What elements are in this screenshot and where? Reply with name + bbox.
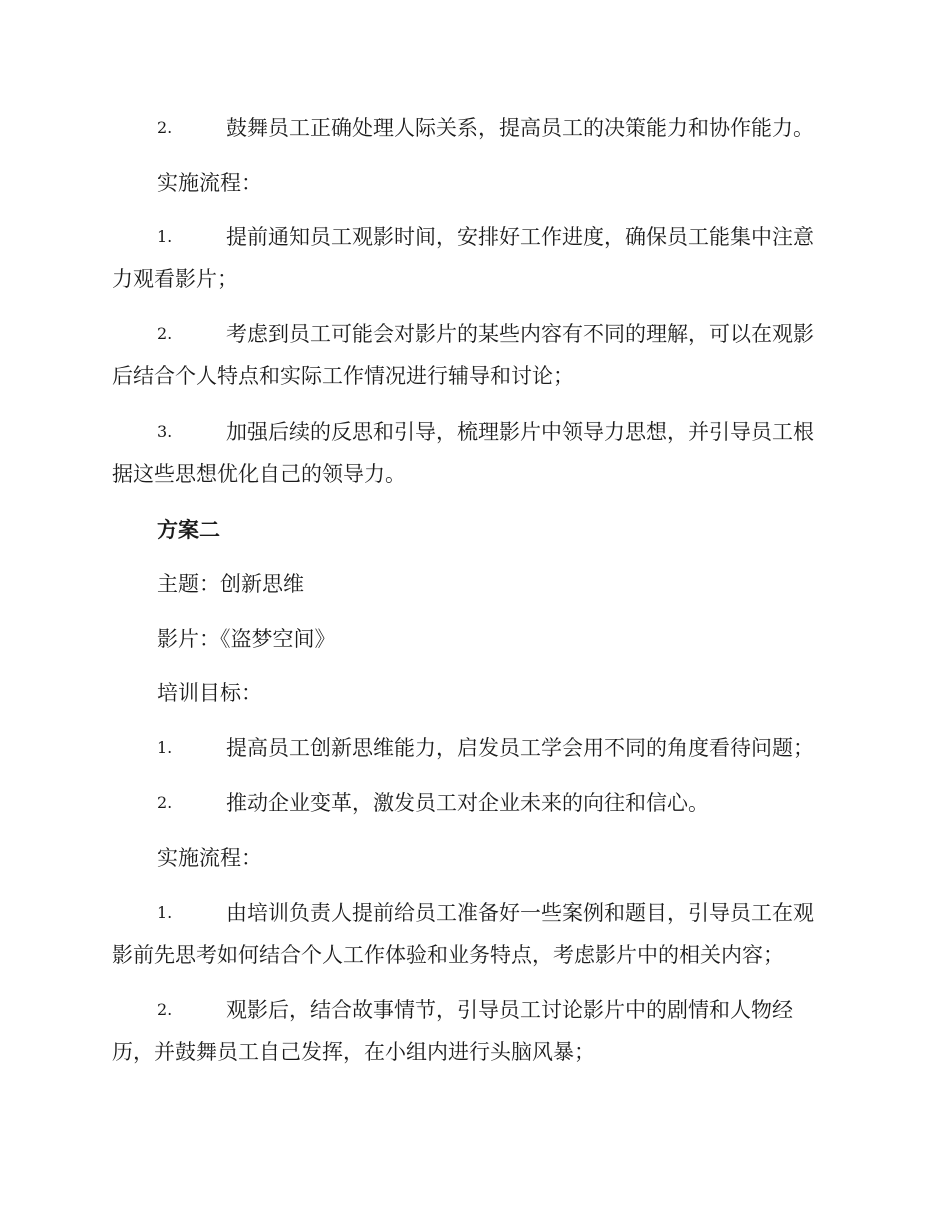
list-number: 1.	[157, 903, 173, 922]
list-item-text: 观影后，结合故事情节，引导员工讨论影片中的剧情和人物经	[226, 998, 793, 1022]
list-number: 2.	[157, 118, 173, 137]
list-item-continuation: 历，并鼓舞员工自己发挥，在小组内进行头脑风暴；	[112, 1040, 595, 1064]
list-number: 2.	[157, 324, 173, 343]
list-item-continuation: 力观看影片；	[112, 267, 238, 291]
list-item-continuation: 后结合个人特点和实际工作情况进行辅导和讨论；	[112, 364, 574, 388]
list-item-text: 由培训负责人提前给员工准备好一些案例和题目，引导员工在观	[226, 901, 814, 925]
film-line: 影片：《盗梦空间》	[157, 627, 336, 651]
list-number: 1.	[157, 227, 173, 246]
list-item-text: 考虑到员工可能会对影片的某些内容有不同的理解，可以在观影	[226, 322, 814, 346]
list-number: 2.	[157, 1000, 173, 1019]
list-item-text: 提高员工创新思维能力，启发员工学会用不同的角度看待问题；	[226, 736, 814, 760]
list-item-text: 推动企业变革，激发员工对企业未来的向往和信心。	[226, 791, 709, 815]
list-item-text: 鼓舞员工正确处理人际关系，提高员工的决策能力和协作能力。	[226, 116, 814, 140]
theme-line: 主题：创新思维	[157, 572, 304, 596]
list-number: 2.	[157, 793, 173, 812]
section-label: 实施流程：	[157, 846, 262, 870]
list-item-text: 提前通知员工观影时间，安排好工作进度，确保员工能集中注意	[226, 225, 814, 249]
list-item-text: 加强后续的反思和引导，梳理影片中领导力思想，并引导员工根	[226, 420, 814, 444]
section-heading: 方案二	[157, 517, 220, 542]
list-item-continuation: 据这些思想优化自己的领导力。	[112, 462, 406, 486]
section-label: 实施流程：	[157, 171, 262, 195]
section-label: 培训目标：	[157, 681, 262, 705]
list-number: 1.	[157, 738, 173, 757]
list-item-continuation: 影前先思考如何结合个人工作体验和业务特点，考虑影片中的相关内容；	[112, 943, 784, 967]
list-number: 3.	[157, 422, 173, 441]
